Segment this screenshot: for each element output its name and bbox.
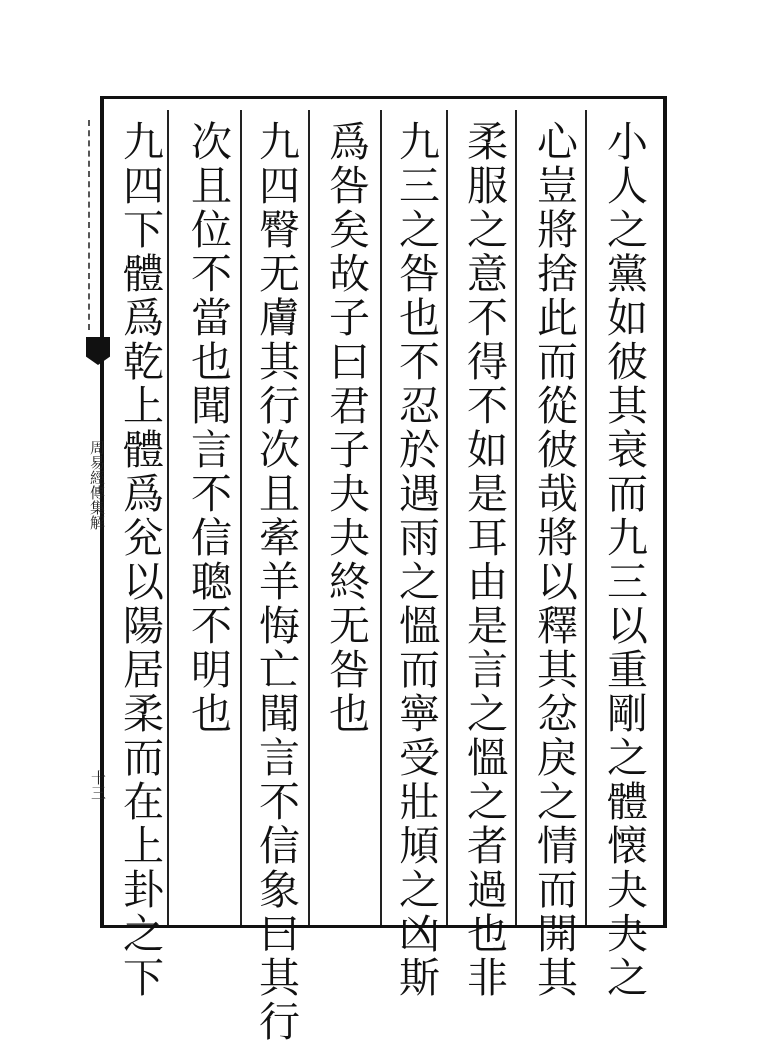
worn-edge (88, 120, 108, 330)
column-rule (515, 110, 517, 925)
text-column-6: 九四臀无膚其行次且牽羊悔亡聞言不信象曰其行 (252, 120, 300, 1044)
text-column-5: 爲咎矣故子曰君子夬夬終无咎也 (322, 120, 370, 736)
margin-page-number: 十三 (89, 770, 107, 800)
column-rule (585, 110, 587, 925)
margin-book-title: 周易經傳集解 (88, 440, 106, 530)
text-column-1: 小人之黨如彼其衰而九三以重剛之體懐夬夬之 (600, 120, 648, 1000)
column-rule (167, 110, 169, 925)
text-column-4: 九三之咎也不忍於遇雨之慍而寧受壯頄之凶斯 (392, 120, 440, 1000)
column-rule (380, 110, 382, 925)
column-rule (308, 110, 310, 925)
column-rule (446, 110, 448, 925)
text-column-7: 次且位不當也聞言不信聰不明也 (184, 120, 232, 736)
column-rule (240, 110, 242, 925)
text-column-8: 九四下體爲乾上體爲兊以陽居柔而在上卦之下 (116, 120, 164, 1000)
text-column-3: 柔服之意不得不如是耳由是言之慍之者過也非 (460, 120, 508, 1000)
text-column-2: 心豈將捨此而從彼哉將以釋其忿戾之情而開其 (530, 120, 578, 1000)
